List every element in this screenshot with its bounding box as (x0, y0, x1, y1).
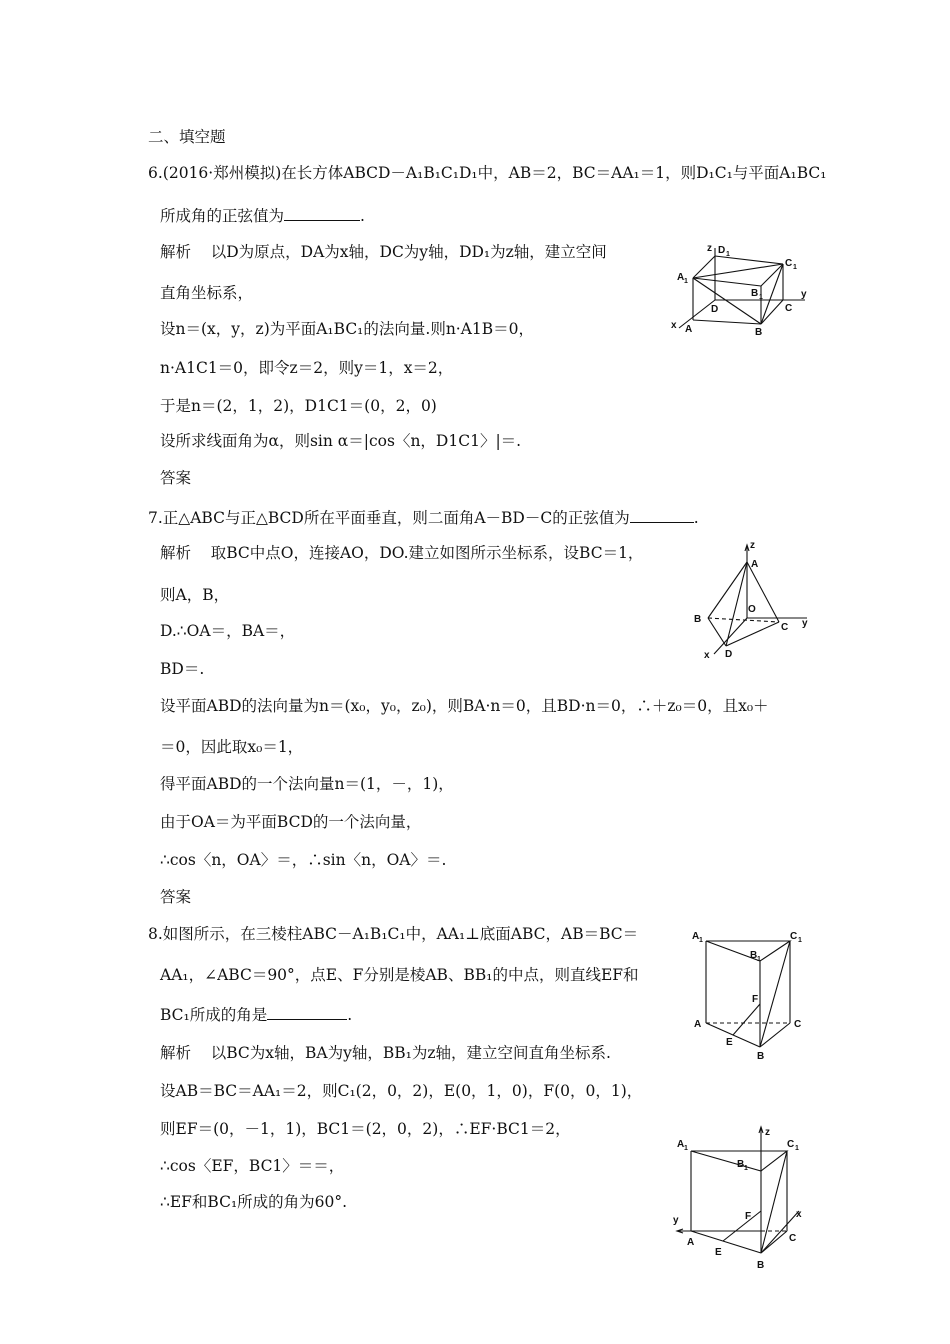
q6-text-1: 在长方体ABCD－A₁B₁C₁D₁中，AB＝2，BC＝AA₁＝1，则D₁C₁与平面A₁BC₁ (281, 164, 827, 182)
svg-text:B: B (755, 327, 763, 338)
svg-text:C: C (789, 1233, 797, 1244)
q6-number: 6. (148, 164, 163, 182)
q6-line1 (148, 164, 826, 183)
q7-sol-4: BD＝. (160, 660, 205, 678)
q6-sol-3: 设n＝(x，y，z)为平面A₁BC₁的法向量.则n·A1B＝0， (160, 320, 535, 338)
svg-text:1: 1 (684, 278, 688, 285)
q8-text-1: 如图所示，在三棱柱ABC－A₁B₁C₁中，AA₁⊥底面ABC，AB＝BC＝ (162, 925, 639, 943)
svg-text:C: C (781, 622, 789, 633)
svg-text:1: 1 (759, 294, 763, 301)
svg-text:D: D (725, 649, 733, 660)
q7-sol-9: ∴cos〈n，OA〉＝，∴sin〈n，OA〉＝. (160, 851, 447, 869)
q7-sol-1 (160, 544, 643, 563)
q8-sol-4: ∴cos〈EF，BC1〉＝＝， (160, 1157, 345, 1175)
q8-sol-2: 设AB＝BC＝AA₁＝2，则C₁(2，0，2)，E(0，1，0)，F(0，0，1)， (160, 1082, 643, 1100)
svg-text:A: A (677, 272, 685, 283)
q8-sol-label: 解析 (160, 1044, 192, 1062)
svg-text:1: 1 (726, 251, 730, 258)
svg-text:B: B (757, 1260, 765, 1271)
svg-text:A: A (677, 1139, 685, 1150)
q7-answer-label: 答案 (160, 888, 192, 906)
q8-sol-1 (160, 1044, 611, 1063)
q8-line2: AA₁，∠ABC＝90°，点E、F分别是棱AB、BB₁的中点，则直线EF和 (160, 966, 639, 984)
section-title: 二、填空题 (148, 128, 226, 146)
q7-number: 7. (148, 509, 163, 527)
svg-text:B: B (737, 1159, 745, 1170)
q8-text-3: BC₁所成的角是 (160, 1006, 268, 1024)
q7-sol-5: 设平面ABD的法向量为n＝(x₀，y₀，z₀)，则BA·n＝0，且BD·n＝0，∴＋z₀＝0，且x₀＋ (160, 697, 769, 715)
svg-text:C: C (787, 1139, 795, 1150)
svg-text:E: E (726, 1037, 733, 1048)
q7-sol-text-1: 取BC中点O，连接AO，DO.建立如图所示坐标系，设BC＝1， (210, 544, 644, 562)
svg-text:B: B (757, 1051, 765, 1062)
q7-line1: 7.正△ABC与正△BCD所在平面垂直，则二面角A－BD－C的正弦值为 . (148, 509, 699, 527)
svg-text:A: A (687, 1237, 695, 1248)
q8-sol-text-1: 以BC为x轴，BA为y轴，BB₁为z轴，建立空间直角坐标系. (210, 1044, 611, 1062)
q7-sol-label: 解析 (160, 544, 192, 562)
q7-sol-7: 得平面ABD的一个法向量n＝(1，－，1)， (160, 775, 454, 793)
svg-text:F: F (752, 994, 759, 1005)
q6-line2: 所成角的正弦值为 . (160, 207, 365, 225)
q8-answer-blank (267, 1005, 347, 1020)
q7-sol-8: 由于OA＝为平面BCD的一个法向量， (160, 813, 422, 831)
q7-answer-blank (630, 508, 694, 523)
svg-text:A: A (685, 324, 693, 335)
q6-sol-4: n·A1C1＝0，即令z＝2，则y＝1，x＝2， (160, 359, 454, 377)
svg-text:z: z (750, 540, 755, 551)
q6-sol-2: 直角坐标系， (160, 284, 254, 302)
svg-text:y: y (801, 289, 807, 300)
svg-text:O: O (748, 604, 756, 615)
q6-answer-blank (284, 206, 360, 221)
q6-source: (2016·郑州模拟) (162, 164, 282, 182)
svg-text:z: z (765, 1127, 770, 1138)
svg-text:A: A (692, 931, 700, 942)
q8-number: 8. (148, 925, 163, 943)
q6-sol-text-1: 以D为原点，DA为x轴，DC为y轴，DD₁为z轴，建立空间 (210, 243, 607, 261)
svg-text:1: 1 (793, 264, 797, 271)
svg-text:1: 1 (795, 1145, 799, 1152)
q6-figure-box (665, 240, 815, 340)
svg-text:F: F (745, 1211, 752, 1222)
q7-sol-6: ＝0，因此取x₀＝1， (160, 738, 304, 756)
q7-sol-3: D.∴OA＝，BA＝， (160, 622, 296, 640)
q7-text: 正△ABC与正△BCD所在平面垂直，则二面角A－BD－C的正弦值为 (162, 509, 630, 527)
q8-line3: BC₁所成的角是 . (160, 1006, 353, 1024)
svg-text:1: 1 (699, 937, 703, 944)
q6-answer-label: 答案 (160, 469, 192, 487)
svg-text:C: C (794, 1019, 802, 1030)
q8-figure-prism (690, 925, 815, 1065)
q8-sol-3: 则EF＝(0，－1，1)，BC1＝(2，0，2)，∴EF·BC1＝2， (160, 1120, 571, 1138)
q6-text-2: 所成角的正弦值为 (160, 207, 285, 225)
svg-text:A: A (751, 559, 759, 570)
q6-sol-5: 于是n＝(2，1，2)，D1C1＝(0，2，0) (160, 397, 437, 415)
svg-text:A: A (694, 1019, 702, 1030)
q7-sol-2: 则A，B， (160, 586, 230, 604)
svg-text:D: D (711, 304, 719, 315)
svg-text:x: x (704, 650, 710, 661)
q6-sol-label: 解析 (160, 243, 192, 261)
svg-text:D: D (718, 245, 726, 256)
q6-sol-1 (160, 243, 607, 262)
svg-text:y: y (673, 1215, 679, 1226)
svg-text:x: x (796, 1209, 802, 1220)
svg-text:B: B (750, 950, 758, 961)
svg-text:1: 1 (684, 1145, 688, 1152)
svg-text:C: C (790, 931, 798, 942)
q8-sol-5: ∴EF和BC₁所成的角为60°. (160, 1193, 348, 1211)
svg-text:C: C (785, 258, 793, 269)
svg-text:y: y (802, 618, 808, 629)
svg-text:C: C (785, 303, 793, 314)
svg-text:1: 1 (757, 956, 761, 963)
svg-text:B: B (751, 288, 759, 299)
svg-text:E: E (715, 1247, 722, 1258)
svg-text:1: 1 (798, 937, 802, 944)
svg-text:B: B (694, 614, 702, 625)
svg-text:1: 1 (744, 1165, 748, 1172)
q6-sol-6: 设所求线面角为α，则sin α＝|cos〈n，D1C1〉|＝. (160, 432, 522, 450)
q7-figure-tetrahedron (690, 540, 815, 662)
q8-figure-prism-axes (665, 1125, 815, 1275)
q8-line1 (148, 925, 638, 944)
svg-text:z: z (707, 243, 712, 254)
svg-text:x: x (671, 320, 677, 331)
